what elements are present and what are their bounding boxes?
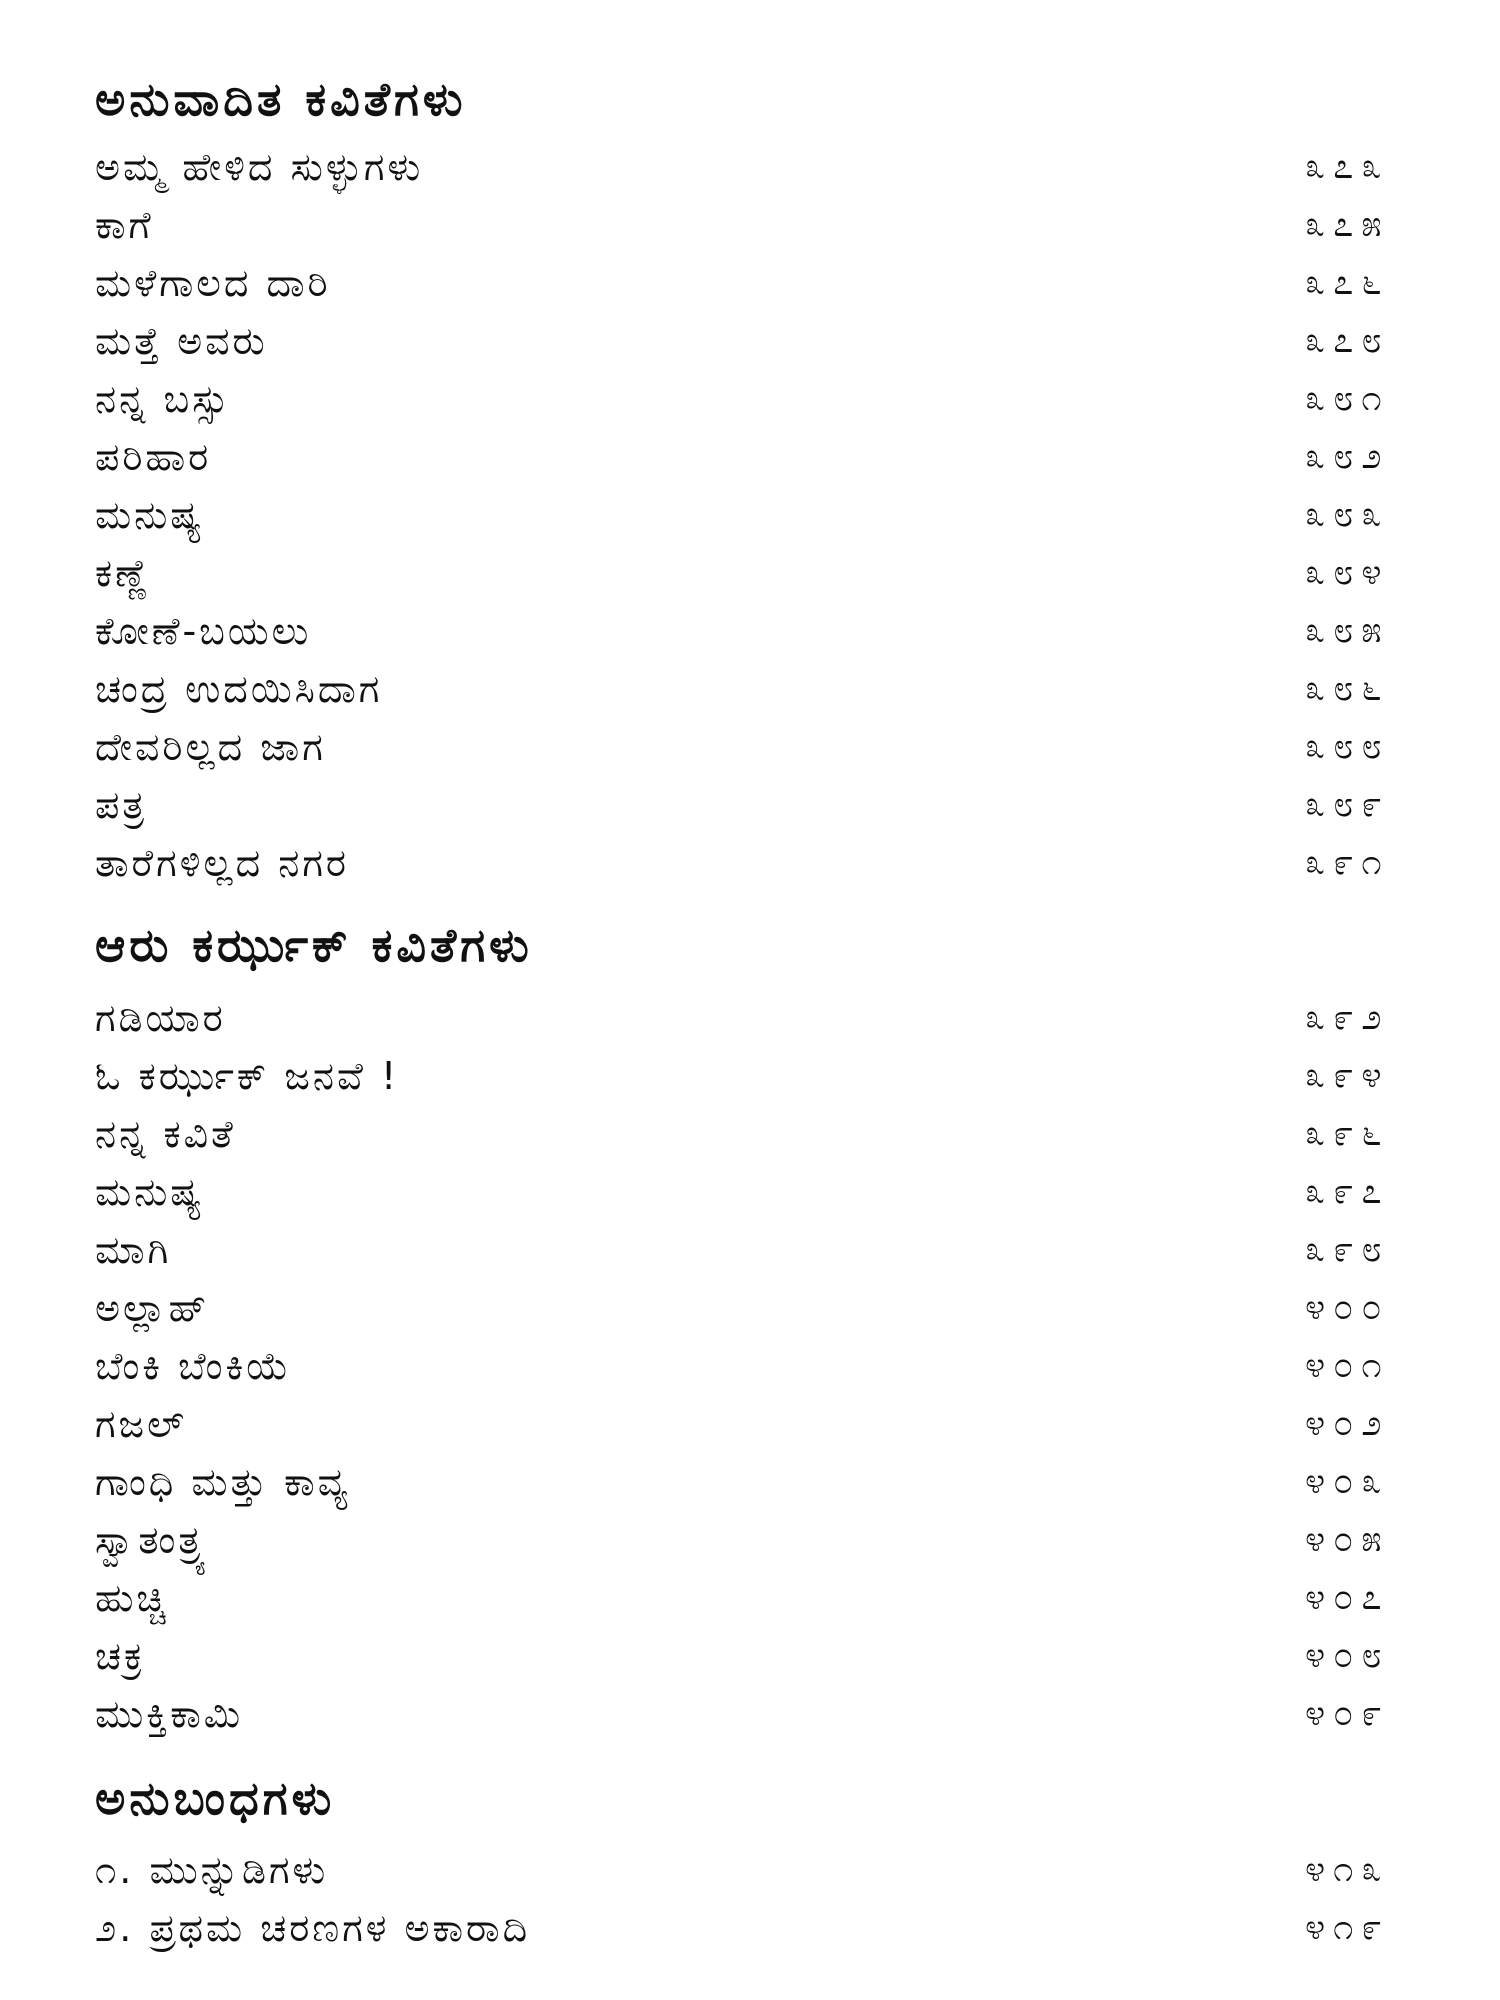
toc-entry — [95, 1842, 1445, 1898]
toc-entry — [95, 990, 1445, 1046]
toc-entry — [95, 197, 1445, 253]
toc-entry-title: ಗಜಲ್ — [95, 1401, 188, 1446]
toc-entry-title: ನನ್ನ ಬಸ್ಸು — [95, 376, 232, 421]
toc-entry-title: ಪರಿಹಾರ — [95, 434, 212, 479]
toc-entry — [95, 835, 1445, 891]
toc-entry — [95, 1164, 1445, 1220]
toc-entry-title: ತಾರೆಗಳಿಲ್ಲದ ನಗರ — [95, 840, 350, 885]
toc-entry-page: ೩೯೪ — [1305, 1055, 1390, 1096]
toc-entry-title: ಮನುಷ್ಯ — [95, 492, 205, 537]
toc-entry — [95, 487, 1445, 543]
toc-entry-page: ೪೧೯ — [1305, 1907, 1390, 1948]
toc-entry-page: ೩೮೮ — [1305, 726, 1390, 767]
toc-entry — [95, 1222, 1445, 1278]
toc-entry — [95, 1686, 1445, 1742]
toc-entry-page: ೩೮೨ — [1305, 436, 1390, 477]
toc-entry-page: ೩೮೧ — [1305, 378, 1390, 419]
toc-entry — [95, 1280, 1445, 1336]
toc-entry-title: ಗಾಂಧಿ ಮತ್ತು ಕಾವ್ಯ — [95, 1459, 351, 1504]
toc-entry-title: ಮಳೆಗಾಲದ ದಾರಿ — [95, 260, 331, 305]
toc-entry-page: ೩೮೫ — [1305, 610, 1390, 651]
toc-entry-title: ಬೆಂಕಿ ಬೆಂಕಿಯೆ — [95, 1343, 292, 1388]
toc-entry-page: ೩೮೯ — [1305, 784, 1390, 825]
toc-entry-page: ೪೦೫ — [1305, 1519, 1390, 1560]
toc-entry-page: ೪೦೧ — [1305, 1345, 1390, 1386]
toc-entry-title: ಮುಕ್ತಿಕಾಮಿ — [95, 1691, 244, 1736]
section-heading-appendices: ಅನುಬಂಧಗಳು — [95, 1771, 336, 1825]
toc-entry-page: ೩೭೬ — [1305, 262, 1390, 303]
toc-entry-title: ಓ ಕರ್ಝುಕ್ ಜನವೆ ! — [95, 1053, 400, 1098]
toc-entry-title: ಮನುಷ್ಯ — [95, 1169, 205, 1214]
toc-entry-title: ಅಮ್ಮ ಹೇಳಿದ ಸುಳ್ಳುಗಳು — [95, 144, 424, 189]
toc-entry-title: ಗಡಿಯಾರ — [95, 995, 226, 1040]
toc-entry-page: ೪೦೦ — [1305, 1287, 1390, 1328]
section-heading-six-karzhuk-poems: ಆರು ಕರ್ಝುಕ್ ಕವಿತೆಗಳು — [95, 918, 533, 972]
toc-entry — [95, 1512, 1445, 1568]
toc-entry-page: ೩೭೫ — [1305, 204, 1390, 245]
toc-entry-page: ೩೮೪ — [1305, 552, 1390, 593]
toc-entry — [95, 1900, 1445, 1956]
toc-entry-page: ೩೯೬ — [1305, 1113, 1390, 1154]
toc-entry — [95, 1106, 1445, 1162]
toc-entry — [95, 661, 1445, 717]
toc-entry — [95, 1396, 1445, 1452]
toc-entry-page: ೩೭೮ — [1305, 320, 1390, 361]
toc-entry-page: ೪೦೩ — [1305, 1461, 1390, 1502]
toc-entry-page: ೩೯೭ — [1305, 1171, 1390, 1212]
toc-entry-title: ೧. ಮುನ್ನುಡಿಗಳು — [95, 1847, 329, 1892]
toc-entry-title: ಸ್ವಾತಂತ್ರ್ಯ — [95, 1517, 210, 1562]
toc-entry — [95, 1628, 1445, 1684]
toc-entry-page: ೪೦೨ — [1305, 1403, 1390, 1444]
toc-entry — [95, 371, 1445, 427]
toc-entry — [95, 429, 1445, 485]
toc-entry-title: ದೇವರಿಲ್ಲದ ಜಾಗ — [95, 724, 326, 769]
toc-entry-page: ೩೭೩ — [1305, 146, 1390, 187]
toc-entry-page: ೪೦೭ — [1305, 1577, 1390, 1618]
toc-entry — [95, 139, 1445, 195]
toc-entry-title: ಕೋಣೆ-ಬಯಲು — [95, 608, 312, 653]
toc-entry — [95, 719, 1445, 775]
toc-entry — [95, 1570, 1445, 1626]
toc-entry-page: ೪೦೮ — [1305, 1635, 1390, 1676]
toc-entry — [95, 603, 1445, 659]
toc-entry-page: ೩೯೮ — [1305, 1229, 1390, 1270]
toc-entry-page: ೩೮೬ — [1305, 668, 1390, 709]
toc-entry-page: ೩೮೩ — [1305, 494, 1390, 535]
toc-entry-page: ೪೦೯ — [1305, 1693, 1390, 1734]
toc-entry — [95, 777, 1445, 833]
toc-entry — [95, 545, 1445, 601]
toc-entry — [95, 313, 1445, 369]
toc-entry-title: ಹುಚ್ಚಿ — [95, 1575, 169, 1620]
toc-entry-title: ಮಾಗಿ — [95, 1227, 172, 1272]
toc-entry-title: ೨. ಪ್ರಥಮ ಚರಣಗಳ ಅಕಾರಾದಿ — [95, 1905, 531, 1950]
toc-entry-page: ೩೯೧ — [1305, 842, 1390, 883]
toc-entry-title: ಮತ್ತೆ ಅವರು — [95, 318, 268, 363]
toc-entry — [95, 1338, 1445, 1394]
toc-entry — [95, 255, 1445, 311]
toc-entry-title: ಚಕ್ರ — [95, 1633, 146, 1678]
toc-entry-title: ಚಂದ್ರ ಉದಯಿಸಿದಾಗ — [95, 666, 383, 711]
toc-entry-page: ೩೯೨ — [1305, 997, 1390, 1038]
toc-entry-title: ಪತ್ರ — [95, 782, 148, 827]
toc-entry-page: ೪೧೩ — [1305, 1849, 1390, 1890]
toc-entry-title: ಅಲ್ಲಾಹ್ — [95, 1285, 211, 1330]
toc-entry-title: ಕಾಗೆ — [95, 202, 154, 247]
toc-entry — [95, 1048, 1445, 1104]
toc-entry — [95, 1454, 1445, 1510]
toc-entry-title: ನನ್ನ ಕವಿತೆ — [95, 1111, 236, 1156]
section-heading-translated-poems: ಅನುವಾದಿತ ಕವಿತೆಗಳು — [95, 72, 467, 126]
toc-entry-title: ಕಣ್ಣೆ — [95, 550, 152, 595]
